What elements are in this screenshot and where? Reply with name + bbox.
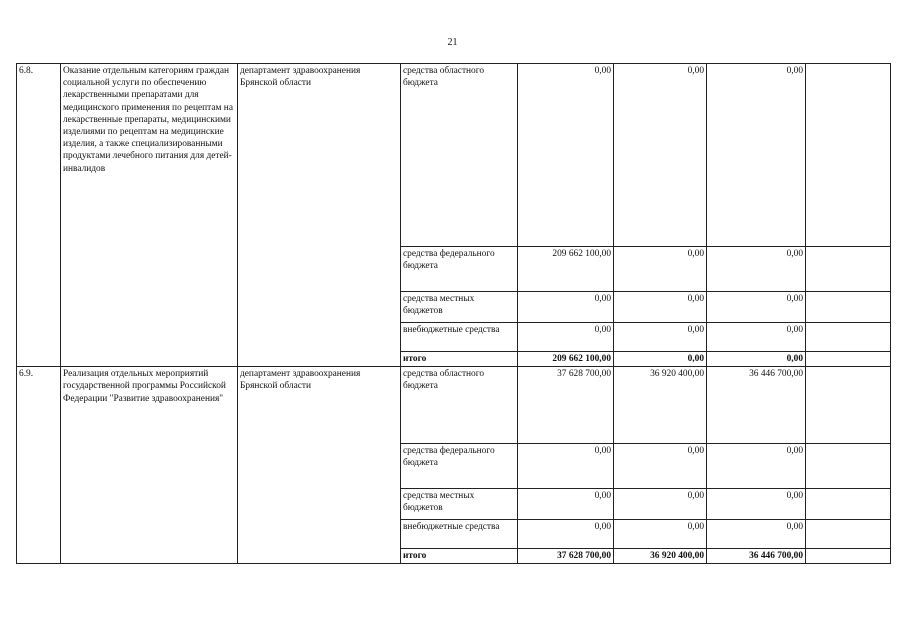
value-cell: 36 446 700,00 [707, 367, 806, 444]
item-name: Реализация отдельных мероприятий государственной программы Российской Федерации "Развитие здравоохранения" [61, 367, 238, 564]
value-cell: 0,00 [707, 444, 806, 489]
table-row [17, 367, 891, 444]
value-cell: 0,00 [518, 444, 614, 489]
total-cell: 37 628 700,00 [518, 549, 614, 564]
funding-source: средства местных бюджетов [401, 292, 518, 323]
budget-table [16, 63, 891, 564]
item-executor: департамент здравоохранения Брянской области [238, 367, 401, 564]
value-cell: 0,00 [614, 247, 707, 292]
item-executor: департамент здравоохранения Брянской области [238, 64, 401, 367]
value-cell: 0,00 [614, 64, 707, 247]
value-cell: 37 628 700,00 [518, 367, 614, 444]
total-cell: 209 662 100,00 [518, 352, 614, 367]
empty-cell [806, 489, 891, 520]
value-cell: 0,00 [614, 520, 707, 549]
value-cell: 0,00 [518, 520, 614, 549]
empty-cell [806, 64, 891, 247]
item-name: Оказание отдельным категориям граждан социальной услуги по обеспечению лекарственными препаратами для медицинского применения по рецептам на лекарственные препараты, медицинскими изделиями по рецептам на медицинские изделия, а также специализированными продуктами лечебного питания для детей-инвалидов [61, 64, 238, 367]
funding-source: средства федерального бюджета [401, 247, 518, 292]
funding-source: средства федерального бюджета [401, 444, 518, 489]
value-cell: 0,00 [614, 444, 707, 489]
empty-cell [806, 292, 891, 323]
empty-cell [806, 352, 891, 367]
funding-source: средства областного бюджета [401, 367, 518, 444]
value-cell: 0,00 [614, 292, 707, 323]
value-cell: 0,00 [707, 323, 806, 352]
table-row [17, 64, 891, 247]
value-cell: 0,00 [518, 64, 614, 247]
funding-source: внебюджетные средства [401, 520, 518, 549]
empty-cell [806, 444, 891, 489]
empty-cell [806, 247, 891, 292]
empty-cell [806, 323, 891, 352]
funding-source: средства местных бюджетов [401, 489, 518, 520]
total-cell: 36 920 400,00 [614, 549, 707, 564]
value-cell: 36 920 400,00 [614, 367, 707, 444]
funding-source: внебюджетные средства [401, 323, 518, 352]
value-cell: 0,00 [518, 323, 614, 352]
page-number: 21 [447, 37, 458, 48]
value-cell: 0,00 [707, 292, 806, 323]
funding-source: средства областного бюджета [401, 64, 518, 247]
value-cell: 0,00 [614, 489, 707, 520]
total-cell: 0,00 [707, 352, 806, 367]
empty-cell [806, 367, 891, 444]
value-cell: 0,00 [614, 323, 707, 352]
value-cell: 0,00 [707, 64, 806, 247]
funding-source-total: итого [401, 352, 518, 367]
value-cell: 0,00 [518, 489, 614, 520]
total-cell: 0,00 [614, 352, 707, 367]
item-number: 6.8. [17, 64, 61, 367]
value-cell: 0,00 [707, 489, 806, 520]
value-cell: 209 662 100,00 [518, 247, 614, 292]
funding-source-total: итого [401, 549, 518, 564]
empty-cell [806, 549, 891, 564]
empty-cell [806, 520, 891, 549]
value-cell: 0,00 [707, 247, 806, 292]
value-cell: 0,00 [518, 292, 614, 323]
value-cell: 0,00 [707, 520, 806, 549]
total-cell: 36 446 700,00 [707, 549, 806, 564]
item-number: 6.9. [17, 367, 61, 564]
